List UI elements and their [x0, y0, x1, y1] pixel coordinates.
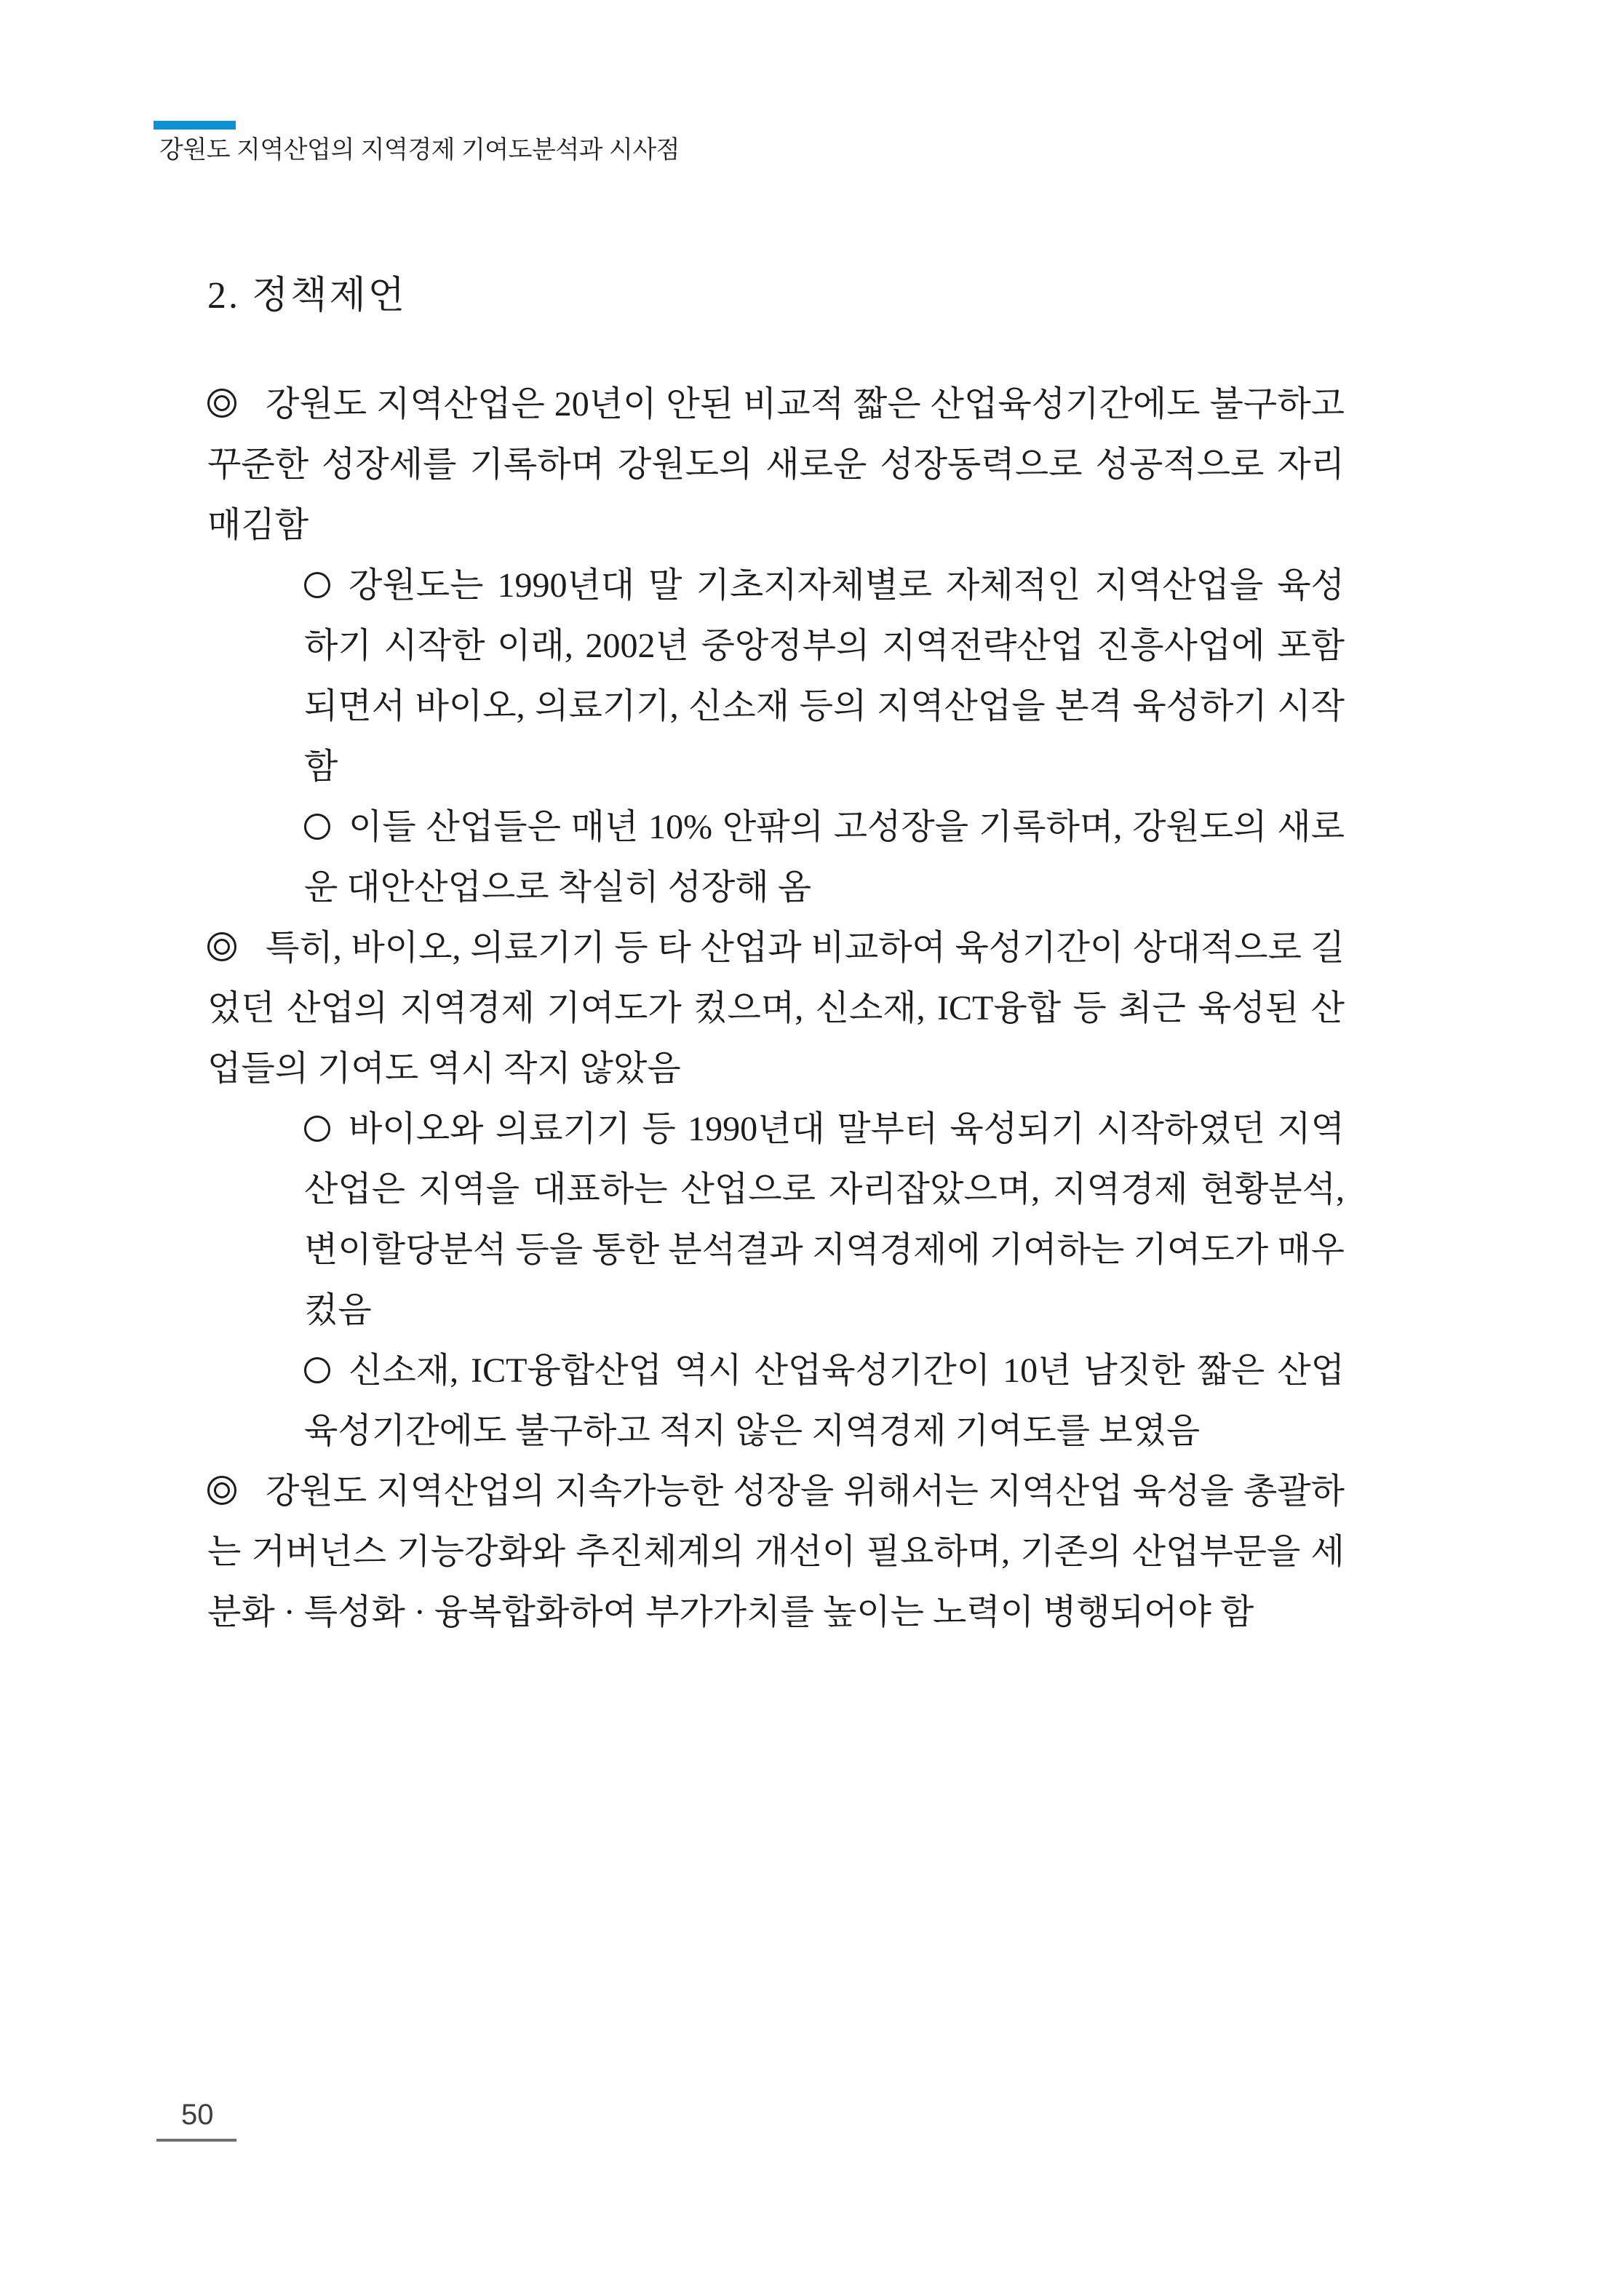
paragraph-text: 강원도는 1990년대 말 기초지자체별로 자체적인 지역산업을 육성하기 시작한 이래, 2002년 중앙정부의 지역전략산업 진흥사업에 포함되면서 바이오, 의료기기, 신소재 등의 지역산업을 본격 육성하기 시작함 — [304, 566, 1345, 786]
double-circle-bullet-icon — [207, 932, 236, 961]
policy-section — [207, 274, 1345, 1642]
page-number: 50 — [181, 2099, 214, 2131]
circle-bullet-icon — [304, 814, 330, 840]
page-number-rule — [156, 2139, 236, 2142]
double-circle-bullet-icon — [207, 389, 236, 418]
policy-subparagraph — [304, 797, 1345, 918]
paragraph-text: 특히, 바이오, 의료기기 등 타 산업과 비교하여 육성기간이 상대적으로 길었던 산업의 지역경제 기여도가 컸으며, 신소재, ICT융합 등 최근 육성된 산업들의 기여도 역시 작지 않았음 — [207, 929, 1345, 1088]
section-title: 2. 정책제언 — [207, 275, 407, 317]
circle-bullet-icon — [304, 1357, 330, 1383]
paragraph-text: 이들 산업들은 매년 10% 안팎의 고성장을 기록하며, 강원도의 새로운 대안산업으로 착실히 성장해 옴 — [304, 808, 1345, 907]
policy-paragraph — [207, 918, 1345, 1099]
policy-subparagraph — [304, 1099, 1345, 1340]
header-accent-bar — [154, 121, 236, 130]
policy-paragraph — [207, 374, 1345, 555]
policy-subparagraph — [304, 555, 1345, 797]
document-title: 강원도 지역산업의 지역경제 기여도분석과 시사점 — [159, 136, 680, 164]
circle-bullet-icon — [304, 572, 330, 598]
paragraph-text: 바이오와 의료기기 등 1990년대 말부터 육성되기 시작하였던 지역산업은 지역을 대표하는 산업으로 자리잡았으며, 지역경제 현황분석, 변이할당분석 등을 통한 분석결과 지역경제에 기여하는 기여도가 매우 컸음 — [304, 1110, 1345, 1330]
policy-paragraph — [207, 1461, 1345, 1642]
paragraph-text: 강원도 지역산업은 20년이 안된 비교적 짧은 산업육성기간에도 불구하고 꾸준한 성장세를 기록하며 강원도의 새로운 성장동력으로 성공적으로 자리매김함 — [207, 385, 1345, 544]
policy-subparagraph — [304, 1340, 1345, 1461]
paragraph-text: 신소재, ICT융합산업 역시 산업육성기간이 10년 남짓한 짧은 산업육성기간에도 불구하고 적지 않은 지역경제 기여도를 보였음 — [304, 1351, 1345, 1450]
paragraph-text: 강원도 지역산업의 지속가능한 성장을 위해서는 지역산업 육성을 총괄하는 거버넌스 기능강화와 추진체계의 개선이 필요하며, 기존의 산업부문을 세분화 · 특성화 · 융복합화하여 부가가치를 높이는 노력이 병행되어야 함 — [207, 1472, 1345, 1632]
circle-bullet-icon — [304, 1116, 330, 1142]
double-circle-bullet-icon — [207, 1476, 236, 1505]
